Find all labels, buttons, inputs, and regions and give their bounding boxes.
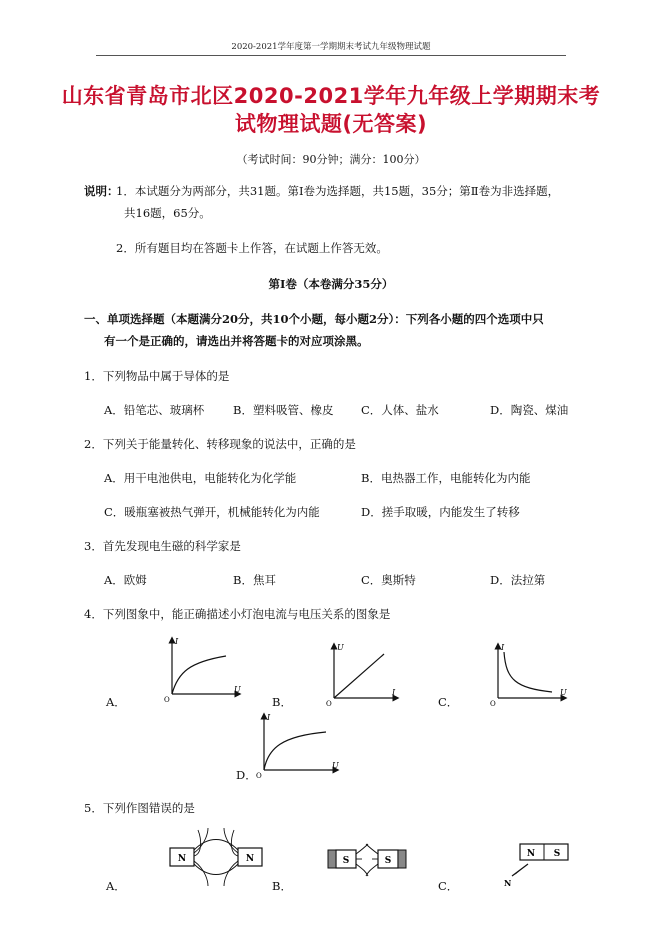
graph-d-origin: O [256,772,262,780]
graph-d-x-label: U [332,761,339,770]
graph-a-curve [172,656,226,694]
graph-c-curve [504,652,552,692]
part1-title: 第Ⅰ卷（本卷满分35分） [268,277,394,291]
graph-d [252,710,342,780]
graph-b-line [334,654,384,698]
magnet-b-left-shade [328,850,336,868]
q1-option-b: B．塑料吸管、橡皮 [233,403,334,417]
question-3-stem: 3．首先发现电生磁的科学家是 [84,539,241,553]
instructions-label: 说明： [84,184,119,198]
section1-line1: 一、单项选择题（本题满分20分，共10个小题，每小题2分）：下列各小题的四个选项中只 [84,312,544,326]
question-4-stem: 4．下列图象中，能正确描述小灯泡电流与电压关系的图象是 [84,607,391,621]
compass-needle-n: N [504,878,512,888]
q4-option-a: A． [106,695,126,709]
graph-c [486,640,570,706]
graph-b [322,640,402,706]
q3-option-b: B．焦耳 [233,573,276,587]
question-1-stem: 1．下列物品中属于导体的是 [84,369,230,383]
magnet-figure-c [500,840,576,888]
running-header: 2020-2021学年度第一学期期末考试九年级物理试题 [231,42,431,52]
compass-needle-line [512,864,528,876]
magnet-c-s-pole: S [553,849,561,859]
magnet-a-right-pole: N [245,854,255,864]
magnet-b-right-shade [398,850,406,868]
graph-a-x-label: U [234,685,241,694]
magnet-b-right-pole: S [384,856,392,866]
graph-b-x-label: I [392,688,396,697]
q3-option-c: C．奥斯特 [361,573,416,587]
graph-a-origin: O [164,696,170,704]
graph-c-y-label: I [501,643,505,652]
q2-option-a: A．用干电池供电，电能转化为化学能 [104,471,297,485]
graph-c-x-label: U [560,688,567,697]
header-divider [96,55,566,56]
instruction-1-line2: 共16题，65分。 [124,206,211,220]
graph-d-y-label: I [267,713,271,722]
q4-option-c: C． [438,695,459,709]
q5-option-c: C． [438,879,459,893]
graph-a [160,634,244,704]
q1-option-a: A．铅笔芯、玻璃杯 [104,403,205,417]
section1-line2: 有一个是正确的，请选出并将答题卡的对应项涂黑。 [104,334,369,348]
magnet-figure-b [326,842,408,878]
q3-option-d: D．法拉第 [490,573,546,587]
magnet-a-left-pole: N [177,854,187,864]
q2-option-c: C．暖瓶塞被热气弹开，机械能转化为内能 [104,505,320,519]
q2-option-d: D．搓手取暖，内能发生了转移 [361,505,520,519]
magnet-c-n-pole: N [526,849,536,859]
instruction-1-line1: 1．本试题分为两部分，共31题。第Ⅰ卷为选择题，共15题，35分；第Ⅱ卷为非选择题， [116,184,560,198]
q4-option-d: D． [236,768,257,782]
exam-info: （考试时间：90分钟；满分：100分） [236,153,426,166]
q4-option-b: B． [272,695,292,709]
magnet-a-field-lines [194,828,238,886]
paper-title-line2: 试物理试题(无答案) [234,112,428,136]
magnet-figure-a [168,826,264,888]
q1-option-d: D．陶瓷、煤油 [490,403,569,417]
graph-b-y-label: U [337,643,344,652]
question-2-stem: 2．下列关于能量转化、转移现象的说法中，正确的是 [84,437,356,451]
paper-title-line1: 山东省青岛市北区2020-2021学年九年级上学期期末考 [61,84,601,108]
q1-option-c: C．人体、盐水 [361,403,439,417]
q5-option-b: B． [272,879,292,893]
graph-d-curve [264,732,326,770]
magnet-b-field-lines [356,844,378,876]
q5-option-a: A． [106,879,126,893]
instruction-2: 2．所有题目均在答题卡上作答，在试题上作答无效。 [116,241,388,255]
graph-c-origin: O [490,700,496,706]
graph-b-origin: O [326,700,332,706]
graph-a-y-label: I [175,637,179,646]
magnet-b-left-pole: S [342,856,350,866]
q3-option-a: A．欧姆 [104,573,147,587]
question-5-stem: 5．下列作图错误的是 [84,801,195,815]
q2-option-b: B．电热器工作，电能转化为内能 [361,471,531,485]
